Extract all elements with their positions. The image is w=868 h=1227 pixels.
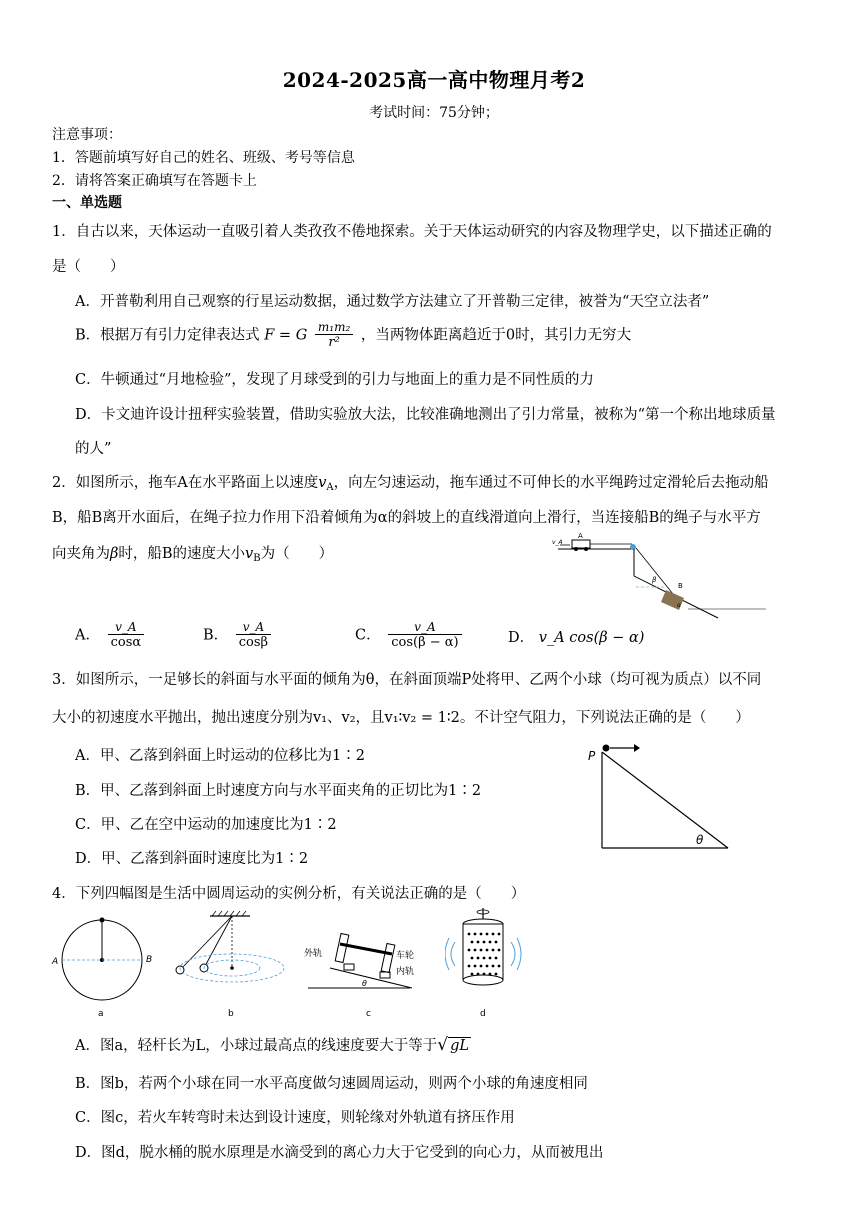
- q2-stem-line3-b: 时，船B的速度大小: [118, 546, 246, 562]
- q4-option-b: B．图b，若两个小球在同一水平高度做匀速圆周运动，则两个小球的角速度相同: [75, 1076, 588, 1092]
- q1-formula-fraction: [315, 320, 353, 351]
- q4c-label-outer: 外轨: [304, 949, 323, 959]
- q2-stem-line1: [52, 471, 769, 493]
- q3-arrowhead: [634, 744, 640, 752]
- q4d-water-right-2: [517, 938, 521, 970]
- q2-va-sub: A: [326, 482, 334, 493]
- q1-stem-line1: 1．自古以来，天体运动一直吸引着人类孜孜不倦地探索。关于天体运动研究的内容及物理学史，以下描述正确的: [52, 224, 772, 240]
- q3-figure: [584, 740, 734, 852]
- q2-option-b-num: v_A: [236, 620, 271, 635]
- q2-option-c-den: cos(β − α): [391, 635, 459, 650]
- q4c-label-theta: θ: [362, 979, 367, 988]
- q1-formula-lhs: F = G: [264, 327, 308, 344]
- q1-formula-numerator: m₁m₂: [315, 320, 353, 335]
- q4c-label-inner: 内轨: [396, 967, 415, 977]
- q4c-rail-outer: [344, 964, 354, 970]
- q3-stem-line2: 大小的初速度水平抛出，抛出速度分别为v₁、v₂，且v₁∶v₂ = 1∶2。不计空气阻力，下列说法正确的是（ ）: [52, 710, 750, 726]
- q2-option-b: [203, 620, 274, 651]
- q3-option-b: B．甲、乙落到斜面上时速度方向与水平面夹角的正切比为1∶2: [75, 783, 482, 799]
- q2-stem-line1-a: 2．如图所示，拖车A在水平路面上以速度: [52, 475, 319, 491]
- q1-stem-line2: 是（ ）: [52, 259, 125, 275]
- q4c-axle: [340, 944, 392, 954]
- q1-option-b-suffix: ，当两物体距离趋近于0时，其引力无穷大: [360, 327, 632, 344]
- q4d-drum-bottom: [463, 975, 503, 985]
- q4-caption-d: d: [480, 1009, 486, 1019]
- q2-label-a: A: [578, 532, 583, 540]
- q4b-ceiling-hatch: [212, 911, 246, 916]
- q4a-label-b: B: [146, 955, 153, 965]
- q2-option-a-fraction: [108, 620, 145, 651]
- q2-label-beta: β: [652, 576, 657, 584]
- q2-option-c-label: C．: [355, 627, 381, 644]
- q4b-string-1: [180, 916, 232, 970]
- q4a-ball: [100, 918, 105, 923]
- q2-va-symbol: v: [318, 475, 327, 491]
- q2-option-b-fraction: [236, 620, 271, 651]
- q4-caption-a: a: [98, 1009, 104, 1019]
- q2-beta-symbol: β: [110, 546, 119, 562]
- q2-option-c: [355, 620, 465, 651]
- q4-sqrt-content: gL: [450, 1038, 470, 1054]
- q2-tractor: [572, 540, 590, 548]
- q4-caption-b: b: [228, 1009, 234, 1019]
- q4-option-d: D．图d，脱水桶的脱水原理是水滴受到的离心力大于它受到的向心力，从而被甩出: [75, 1145, 604, 1161]
- q4-figure-c: [300, 918, 428, 1020]
- note-item-2: 2．请将答案正确填写在答题卡上: [52, 173, 257, 189]
- q1-option-b-prefix: B．根据万有引力定律表达式: [75, 327, 260, 344]
- q2-option-a-label: A．: [75, 627, 100, 644]
- q2-stem-line1-b: ，向左匀速运动，拖车通过不可伸长的水平绳跨过定滑轮后去拖动船: [333, 475, 769, 491]
- q2-option-c-num: v_A: [388, 620, 461, 635]
- q4d-water-right-1: [511, 942, 515, 966]
- q4c-wheel-outer: [335, 933, 349, 962]
- q3-option-c: C．甲、乙在空中运动的加速度比为1∶2: [75, 817, 337, 833]
- q4-option-a: [75, 1034, 471, 1055]
- q3-label-theta: θ: [696, 833, 704, 847]
- q2-label-va: v_A: [552, 539, 563, 546]
- q2-label-alpha: α: [677, 602, 681, 609]
- q4d-water-left-1: [451, 942, 455, 966]
- q2-option-d-label: D．: [508, 630, 535, 646]
- exam-title: 2024-2025高一高中物理月考2: [282, 68, 586, 92]
- q1-option-a: A．开普勒利用自己观察的行星运动数据，通过数学方法建立了开普勒三定律，被誉为“天空立法者”: [75, 294, 710, 310]
- q3-stem-line1: 3．如图所示，一足够长的斜面与水平面的倾角为θ，在斜面顶端P处将甲、乙两个小球（均可视为质点）以不同: [52, 672, 762, 688]
- q4-sqrt-symbol: √: [437, 1035, 449, 1055]
- q3-option-d: D．甲、乙落到斜面时速度比为1∶2: [75, 851, 309, 867]
- q2-label-b: B: [678, 582, 683, 590]
- q2-option-d-text: v_A cos(β − α): [538, 630, 645, 646]
- section-heading: 一、单选题: [52, 195, 122, 211]
- q4-option-a-text: A．图a，轻杆长为L，小球过最高点的线速度要大于等于: [75, 1038, 438, 1054]
- q4-figure-d: [445, 906, 525, 1020]
- q3-option-a: A．甲、乙落到斜面上时运动的位移比为1∶2: [75, 748, 365, 764]
- q2-stem-line3-c: 为（ ）: [260, 546, 334, 562]
- q1-option-c: C．牛顿通过“月地检验”，发现了月球受到的引力与地面上的重力是不同性质的力: [75, 372, 594, 388]
- q1-option-d-line1: D．卡文迪许设计扭秤实验装置，借助实验放大法，比较准确地测出了引力常量，被称为“第一个称出地球质量: [75, 407, 776, 423]
- q2-figure: [548, 532, 770, 624]
- q4-stem: 4．下列四幅图是生活中圆周运动的实例分析，有关说法正确的是（ ）: [52, 886, 526, 902]
- q3-ball: [603, 745, 610, 752]
- q2-vb-sub: B: [253, 553, 261, 564]
- q2-option-b-den: cosβ: [238, 635, 269, 650]
- q2-option-c-fraction: [388, 620, 461, 651]
- q2-vb-symbol: v: [245, 546, 254, 562]
- q2-stem-line3-a: 向夹角为: [52, 546, 110, 562]
- q3-incline: [602, 752, 728, 848]
- q4-caption-c: c: [366, 1009, 371, 1019]
- notes-header: 注意事项：: [52, 127, 122, 143]
- exam-subtitle: 考试时间：75分钟；: [369, 105, 499, 121]
- q2-tractor-wheel: [584, 547, 588, 551]
- q4c-wheel-inner: [381, 943, 395, 972]
- note-item-1: 1．答题前填写好自己的姓名、班级、考号等信息: [52, 150, 355, 166]
- q4-figure-a: [50, 912, 160, 1020]
- q2-option-a-num: v_A: [108, 620, 145, 635]
- q4a-label-a: A: [52, 957, 59, 967]
- q4-option-c: C．图c，若火车转弯时未达到设计速度，则轮缘对外轨道有挤压作用: [75, 1110, 515, 1126]
- q4b-center: [230, 966, 234, 970]
- q1-formula-denominator: r²: [328, 335, 340, 350]
- q3-label-p: P: [588, 749, 596, 763]
- q2-stem-line3: [52, 542, 333, 564]
- q2-option-a-den: cosα: [110, 635, 142, 650]
- q2-tractor-wheel: [574, 547, 578, 551]
- q2-option-a: [75, 620, 147, 651]
- q1-option-b: [75, 320, 631, 351]
- q2-option-d: [508, 626, 644, 647]
- q2-stem-line2: B，船B离开水面后，在绳子拉力作用下沿着倾角为α的斜坡上的直线滑道向上滑行，当连接船B的绳子与水平方: [52, 510, 761, 526]
- q2-pulley: [630, 544, 636, 550]
- q4-figure-b: [168, 910, 288, 1020]
- q1-option-d-line2: 的人”: [75, 441, 112, 457]
- q4d-drum-body: [463, 924, 503, 980]
- q4c-label-wheel: 车轮: [396, 951, 415, 961]
- q2-option-b-label: B．: [203, 627, 229, 644]
- q4d-water-left-2: [445, 938, 449, 970]
